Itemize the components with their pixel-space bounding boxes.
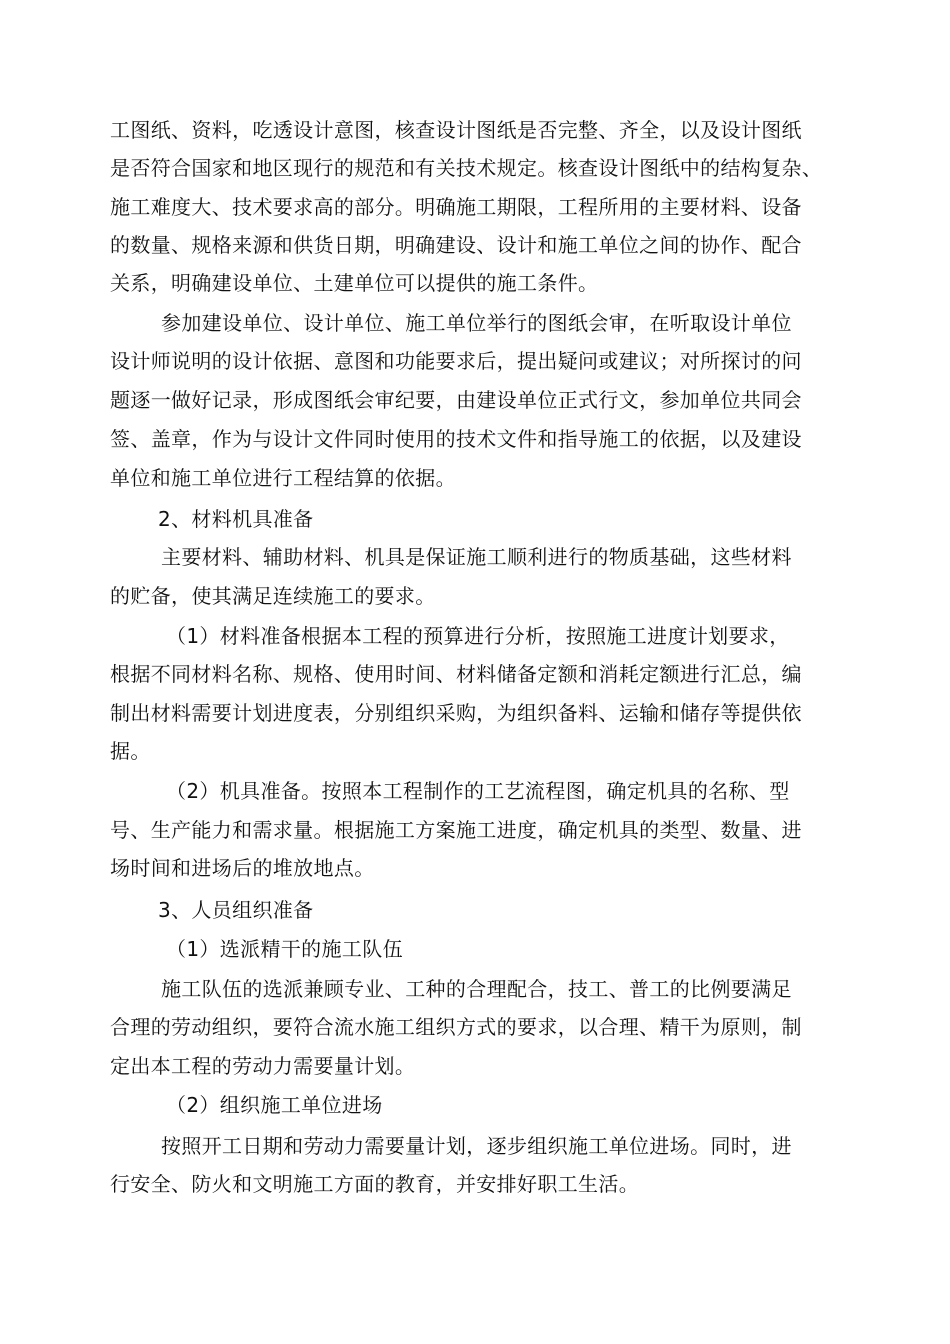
text-line: 施工难度大、技术要求高的部分。明确施工期限，工程所用的主要材料、设备 <box>110 195 802 219</box>
subsection-first-line: （2）机具准备。按照本工程制作的工艺流程图，确定机具的名称、型 <box>166 779 790 803</box>
text-line: 单位和施工单位进行工程结算的依据。 <box>110 466 456 490</box>
text-line: 是否符合国家和地区现行的规范和有关技术规定。核查设计图纸中的结构复杂、 <box>110 156 823 180</box>
paragraph-first-line: 施工队伍的选派兼顾专业、工种的合理配合，技工、普工的比例要满足 <box>161 977 792 1001</box>
text-line: 工图纸、资料，吃透设计意图，核查设计图纸是否完整、齐全，以及设计图纸 <box>110 118 802 142</box>
subsection-heading: （1）选派精干的施工队伍 <box>166 937 403 961</box>
section-heading: 2、材料机具准备 <box>158 507 314 531</box>
text-line: 关系，明确建设单位、土建单位可以提供的施工条件。 <box>110 271 599 295</box>
paragraph-first-line: 参加建设单位、设计单位、施工单位举行的图纸会审，在听取设计单位 <box>161 311 792 335</box>
text-line: 行安全、防火和文明施工方面的教育，并安排好职工生活。 <box>110 1172 640 1196</box>
text-line: 的数量、规格来源和供货日期，明确建设、设计和施工单位之间的协作、配合 <box>110 233 802 257</box>
text-line: 场时间和进场后的堆放地点。 <box>110 856 375 880</box>
text-line: 的贮备，使其满足连续施工的要求。 <box>110 584 436 608</box>
text-line: 定出本工程的劳动力需要量计划。 <box>110 1054 416 1078</box>
text-line: 制出材料需要计划进度表，分别组织采购，为组织备料、运输和储存等提供依 <box>110 701 802 725</box>
text-line: 合理的劳动组织，要符合流水施工组织方式的要求，以合理、精干为原则，制 <box>110 1015 802 1039</box>
paragraph-first-line: 主要材料、辅助材料、机具是保证施工顺利进行的物质基础，这些材料 <box>161 545 792 569</box>
subsection-heading: （2）组织施工单位进场 <box>166 1093 383 1117</box>
section-heading: 3、人员组织准备 <box>158 898 314 922</box>
text-line: 据。 <box>110 739 151 763</box>
paragraph-first-line: 按照开工日期和劳动力需要量计划，逐步组织施工单位进场。同时，进 <box>161 1134 792 1158</box>
text-line: 号、生产能力和需求量。根据施工方案施工进度，确定机具的类型、数量、进 <box>110 818 802 842</box>
text-line: 签、盖章，作为与设计文件同时使用的技术文件和指导施工的依据，以及建设 <box>110 427 802 451</box>
text-line: 设计师说明的设计依据、意图和功能要求后，提出疑问或建议；对所探讨的问 <box>110 349 802 373</box>
subsection-first-line: （1）材料准备根据本工程的预算进行分析，按照施工进度计划要求， <box>166 624 790 648</box>
text-line: 题逐一做好记录，形成图纸会审纪要，由建设单位正式行文，参加单位共同会 <box>110 388 802 412</box>
text-line: 根据不同材料名称、规格、使用时间、材料储备定额和消耗定额进行汇总，编 <box>110 662 802 686</box>
